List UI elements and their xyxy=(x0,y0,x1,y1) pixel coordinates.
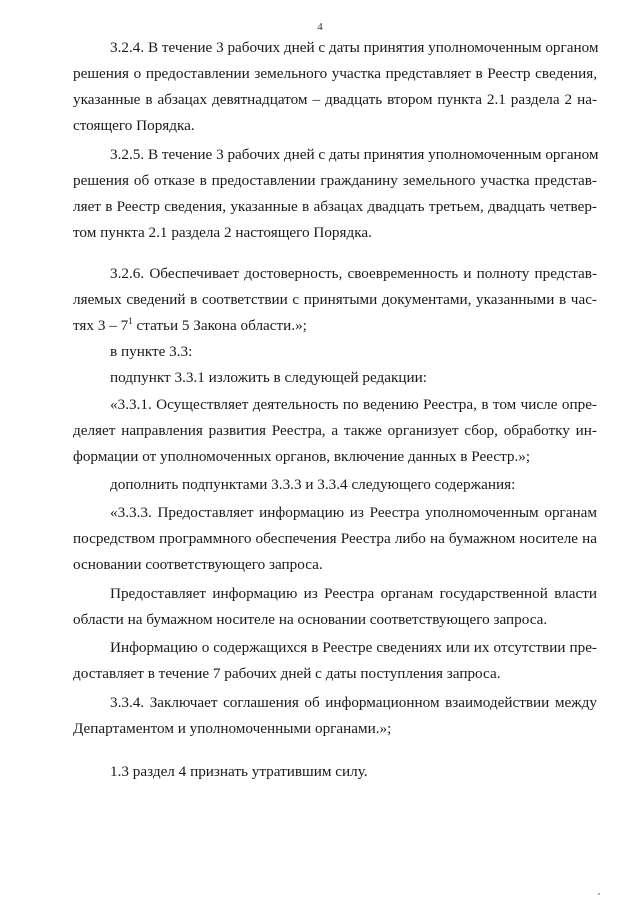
text-line: Информацию о содержащихся в Реестре сведениях или их отсутствии пре- xyxy=(110,639,597,656)
text-line: Департаментом и уполномоченными органами.»; xyxy=(73,720,392,737)
text-line xyxy=(73,316,597,336)
scan-speck xyxy=(598,893,600,895)
text-line: 3.2.6. Обеспечивает достоверность, своевременность и полноту представ- xyxy=(110,265,597,282)
text-line: подпункт 3.3.1 изложить в следующей редакции: xyxy=(110,369,427,386)
text-line: том пункта 2.1 раздела 2 настоящего Порядка. xyxy=(73,224,372,241)
text-line: «3.3.1. Осуществляет деятельность по ведению Реестра, в том числе опре- xyxy=(110,396,597,413)
text-line: решения о предоставлении земельного участка представляет в Реестр сведения, xyxy=(73,65,597,82)
text-line: указанные в абзацах девятнадцатом – двадцать втором пункта 2.1 раздела 2 на- xyxy=(73,91,597,108)
text-line: в пункте 3.3: xyxy=(110,343,193,360)
text-line: области на бумажном носителе на основании соответствующего запроса. xyxy=(73,611,548,628)
text-line: Предоставляет информацию из Реестра органам государственной власти xyxy=(110,585,597,602)
text-line: ляет в Реестр сведения, указанные в абзацах двадцать третьем, двадцать четвер- xyxy=(73,198,597,215)
text-line: 3.3.4. Заключает соглашения об информационном взаимодействии между xyxy=(110,694,597,711)
text-line: 1.3 раздел 4 признать утратившим силу. xyxy=(110,763,368,780)
text-line: 3.2.4. В течение 3 рабочих дней с даты принятия уполномоченным органом xyxy=(110,39,599,56)
text-fragment: тях 3 – 7 xyxy=(73,317,129,334)
text-line: посредством программного обеспечения Реестра либо на бумажном носителе на xyxy=(73,530,597,547)
text-line: формации от уполномоченных органов, включение данных в Реестр.»; xyxy=(73,448,531,465)
text-line: 3.2.5. В течение 3 рабочих дней с даты принятия уполномоченным органом xyxy=(110,146,599,163)
text-line: дополнить подпунктами 3.3.3 и 3.3.4 следующего содержания: xyxy=(110,476,516,493)
text-line: основании соответствующего запроса. xyxy=(73,556,323,573)
text-line: доставляет в течение 7 рабочих дней с даты поступления запроса. xyxy=(73,665,501,682)
text-line: стоящего Порядка. xyxy=(73,117,195,134)
page-number: 4 xyxy=(317,21,323,33)
text-fragment: статьи 5 Закона области.»; xyxy=(132,317,307,334)
text-line: «3.3.3. Предоставляет информацию из Реестра уполномоченным органам xyxy=(110,504,597,521)
text-line: решения об отказе в предоставлении гражданину земельного участка представ- xyxy=(73,172,597,189)
text-line: ляемых сведений в соответствии с принятыми документами, указанными в час- xyxy=(73,291,597,308)
superscript: 1 xyxy=(128,316,133,326)
text-line: деляет направления развития Реестра, а также организует сбор, обработку ин- xyxy=(73,422,597,439)
